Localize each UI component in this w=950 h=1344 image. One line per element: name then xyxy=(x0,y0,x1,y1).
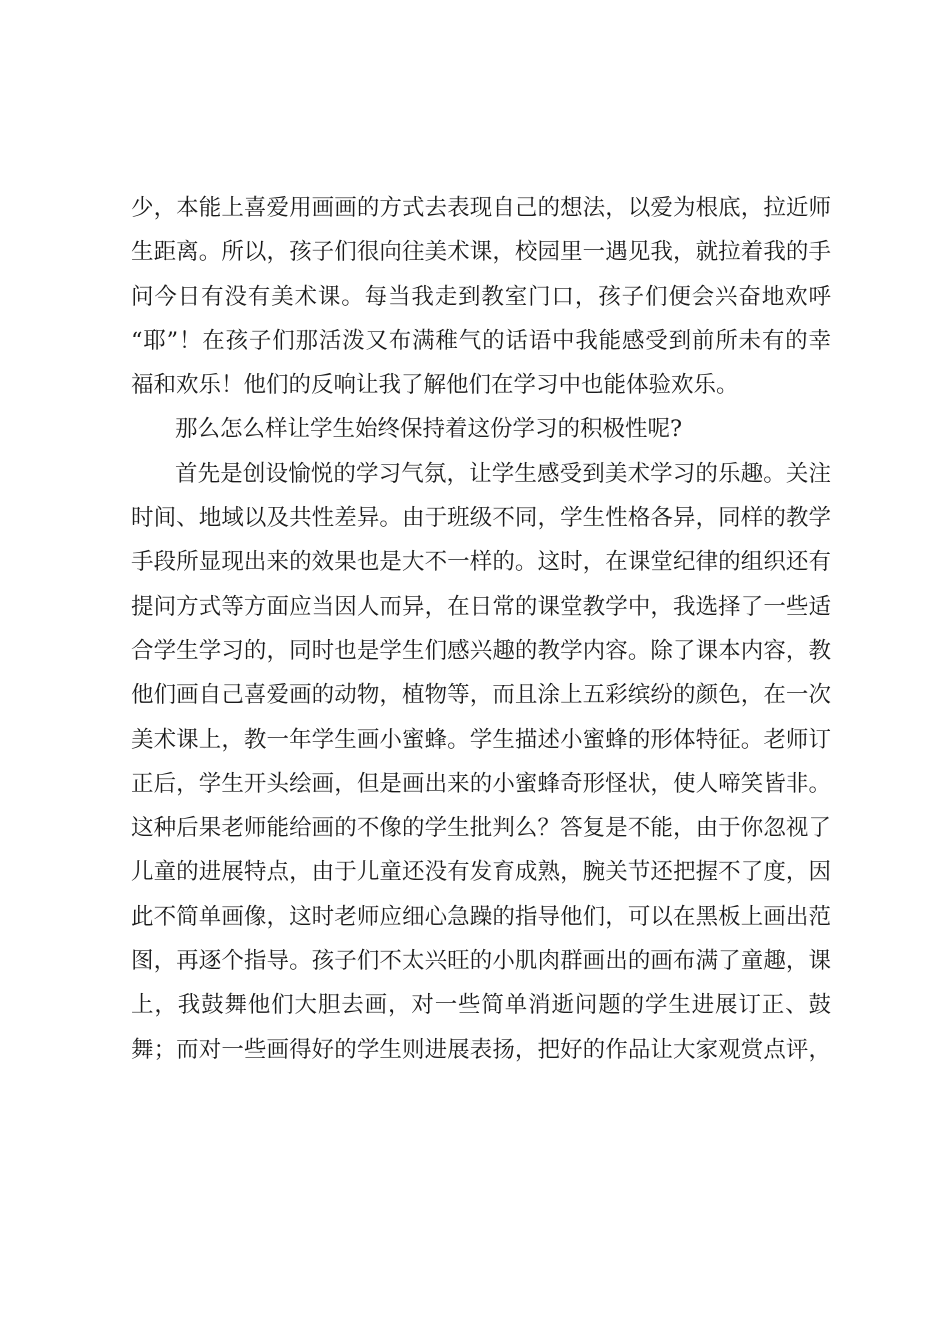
text-line: 上，我鼓舞他们大胆去画，对一些简单消逝问题的学生进展订正、鼓 xyxy=(131,992,831,1019)
text-line: 生距离。所以，孩子们很向往美术课，校园里一遇见我，就拉着我的手 xyxy=(131,239,831,266)
text-line: 问今日有没有美术课。每当我走到教室门口，孩子们便会兴奋地欢呼 xyxy=(131,283,831,310)
text-line: 舞；而对一些画得好的学生则进展表扬，把好的作品让大家观赏点评， xyxy=(131,1036,831,1063)
text-line: 正后，学生开头绘画，但是画出来的小蜜蜂奇形怪状，使人啼笑皆非。 xyxy=(131,770,831,797)
text-line: 儿童的进展特点，由于儿童还没有发育成熟，腕关节还把握不了度，因 xyxy=(131,859,831,886)
text-line: 这种后果老师能给画的不像的学生批判么？答复是不能，由于你忽视了 xyxy=(131,815,831,842)
text-line: 提问方式等方面应当因人而异，在日常的课堂教学中，我选择了一些适 xyxy=(131,593,831,620)
text-line: 图，再逐个指导。孩子们不太兴旺的小肌肉群画出的画布满了童趣，课 xyxy=(131,948,831,975)
text-line: 合学生学习的，同时也是学生们感兴趣的教学内容。除了课本内容，教 xyxy=(131,637,831,664)
paragraph-3 xyxy=(131,452,831,1072)
text-line: 他们画自己喜爱画的动物，植物等，而且涂上五彩缤纷的颜色，在一次 xyxy=(131,682,831,709)
text-line: 手段所显现出来的效果也是大不一样的。这时，在课堂纪律的组织还有 xyxy=(131,549,831,576)
body-text xyxy=(131,186,831,1072)
text-line: “耶”！在孩子们那活泼又布满稚气的话语中我能感受到前所未有的幸 xyxy=(131,327,831,354)
text-line: 福和欢乐！他们的反响让我了解他们在学习中也能体验欢乐。 xyxy=(131,372,739,399)
paragraph-1 xyxy=(131,186,831,407)
text-line: 首先是创设愉悦的学习气氛，让学生感受到美术学习的乐趣。关注 xyxy=(175,460,831,487)
text-line: 此不简单画像，这时老师应细心急躁的指导他们，可以在黑板上画出范 xyxy=(131,903,831,930)
text-line: 美术课上，教一年学生画小蜜蜂。学生描述小蜜蜂的形体特征。老师订 xyxy=(131,726,831,753)
text-line: 时间、地域以及共性差异。由于班级不同，学生性格各异，同样的教学 xyxy=(131,505,831,532)
text-line: 那么怎么样让学生始终保持着这份学习的积极性呢? xyxy=(175,416,683,443)
paragraph-2 xyxy=(131,407,831,451)
text-line: 少，本能上喜爱用画画的方式去表现自己的想法，以爱为根底，拉近师 xyxy=(131,195,831,221)
